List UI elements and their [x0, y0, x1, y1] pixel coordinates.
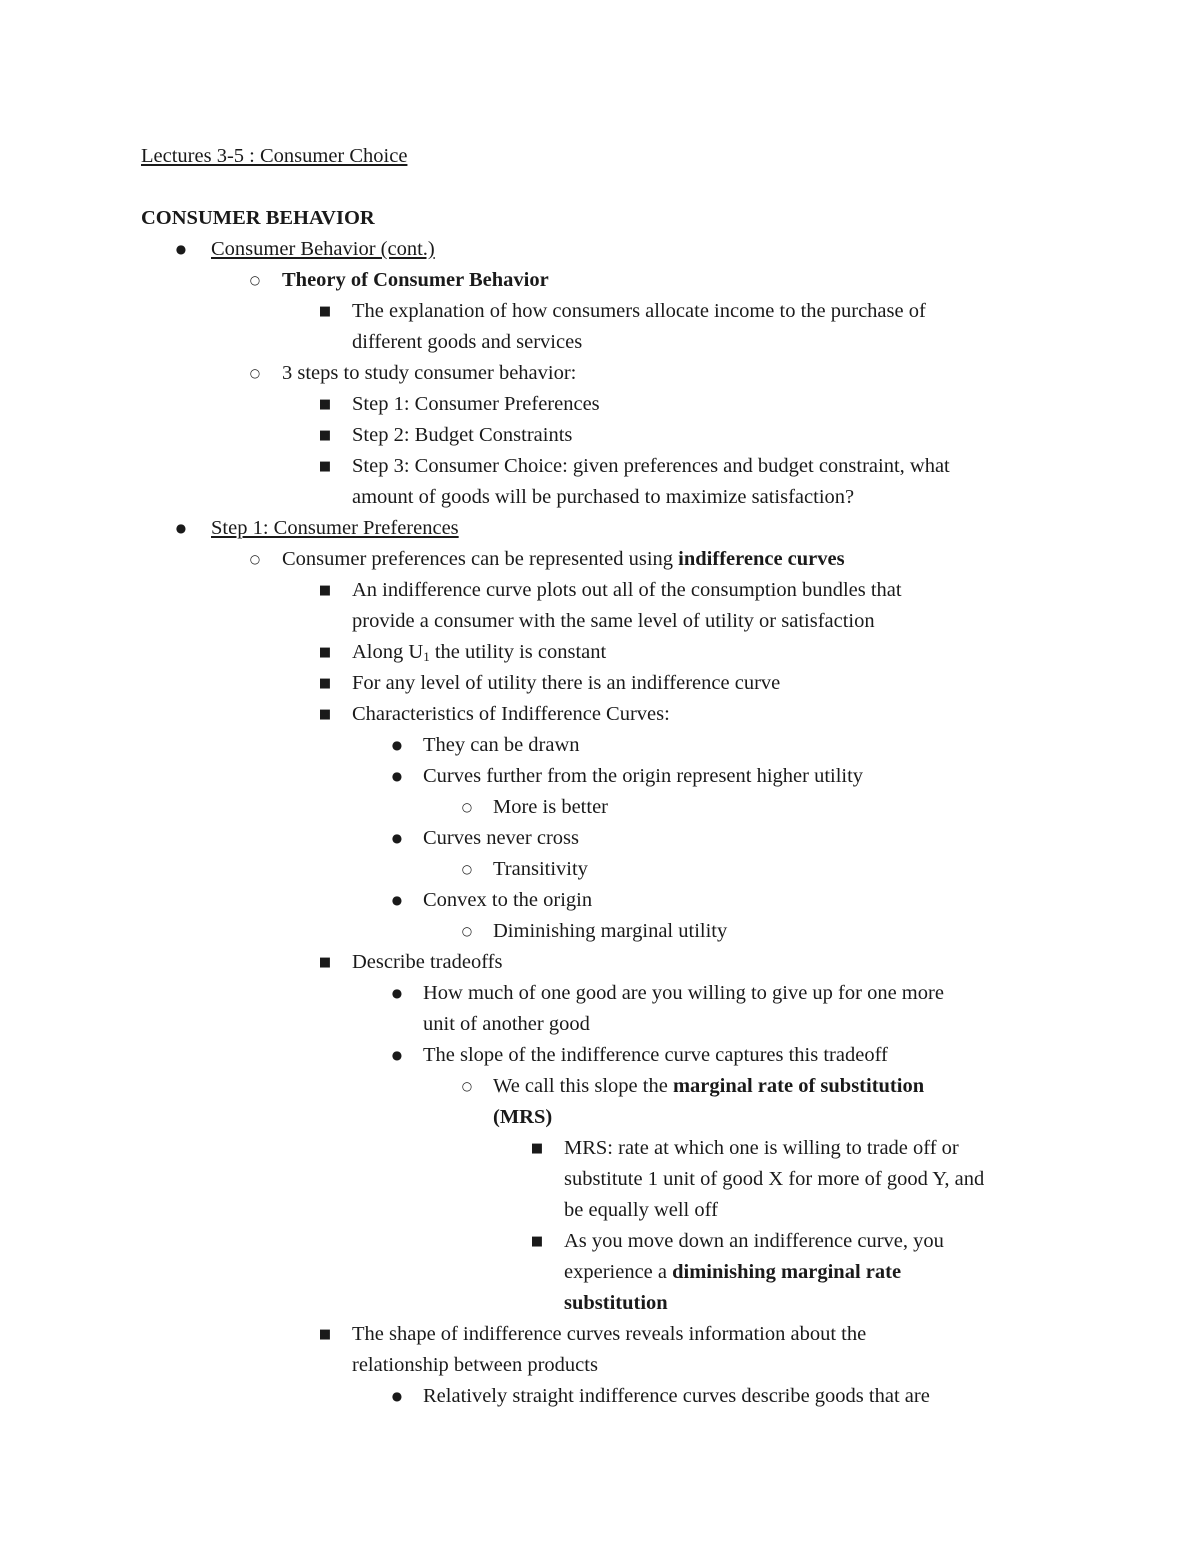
square-bullet-icon: ■ [318, 707, 332, 722]
outline-item [0, 296, 1200, 358]
text-run: Consumer Behavior (cont.) [211, 238, 435, 260]
outline-item-line [564, 1195, 1200, 1226]
disc-bullet-icon: ● [391, 1389, 403, 1403]
text-run: 3 steps to study consumer behavior: [282, 362, 577, 384]
outline-item-line [352, 575, 1200, 606]
outline-item-line [423, 1040, 1200, 1071]
square-bullet-icon: ■ [318, 645, 332, 660]
text-run: Step 2: Budget Constraints [352, 424, 573, 446]
square-bullet-icon: ■ [530, 1141, 544, 1156]
outline-item [0, 978, 1200, 1040]
text-run: The shape of indifference curves reveals information about the [352, 1323, 867, 1345]
text-run: be equally well off [564, 1199, 718, 1221]
outline-item [0, 668, 1200, 699]
text-run: They can be drawn [423, 734, 580, 756]
outline-item-line [352, 947, 1200, 978]
text-run: unit of another good [423, 1013, 590, 1035]
outline-item [0, 730, 1200, 761]
text-run: Transitivity [493, 858, 588, 880]
text-run: marginal rate of substitution [672, 1075, 925, 1097]
square-bullet-icon: ■ [318, 428, 332, 443]
section-heading-text: CONSUMER BEHAVIOR [141, 207, 375, 229]
outline-item-line [352, 296, 1200, 327]
outline-item-line [493, 1102, 1200, 1133]
disc-bullet-icon: ● [391, 893, 403, 907]
text-run: Convex to the origin [423, 889, 593, 911]
outline-item [0, 389, 1200, 420]
text-run: Step 3: Consumer Choice: given preferences and budget constraint, what [352, 455, 950, 477]
outline-item-line [423, 978, 1200, 1009]
circle-bullet-icon: ○ [249, 366, 261, 380]
text-run: MRS: rate at which one is willing to trade off or [564, 1137, 959, 1159]
text-run: Step 1: Consumer Preferences [211, 517, 459, 539]
outline-item-line [352, 327, 1200, 358]
outline-item [0, 358, 1200, 389]
text-run: The slope of the indifference curve captures this tradeoff [423, 1044, 888, 1066]
text-run: Diminishing marginal utility [493, 920, 728, 942]
text-run: Relatively straight indifference curves describe goods that are [423, 1385, 930, 1407]
outline-item-line [352, 606, 1200, 637]
outline-item-line [211, 234, 1200, 265]
outline-item-line [352, 699, 1200, 730]
outline-item-line [352, 482, 1200, 513]
text-run: amount of goods will be purchased to maximize satisfaction? [352, 486, 855, 508]
disc-bullet-icon: ● [175, 521, 187, 535]
outline-item [0, 916, 1200, 947]
outline-item-line [493, 792, 1200, 823]
outline-item-line [423, 1381, 1200, 1412]
outline-item-line [493, 854, 1200, 885]
outline-item-line [564, 1164, 1200, 1195]
outline-item-line [211, 513, 1200, 544]
disc-bullet-icon: ● [391, 1048, 403, 1062]
section-heading [141, 203, 375, 234]
circle-bullet-icon: ○ [461, 862, 473, 876]
text-run: substitute 1 unit of good X for more of good Y, and [564, 1168, 985, 1190]
square-bullet-icon: ■ [318, 459, 332, 474]
circle-bullet-icon: ○ [461, 924, 473, 938]
outline-item-line [423, 885, 1200, 916]
text-run: diminishing marginal rate [672, 1261, 902, 1283]
square-bullet-icon: ■ [318, 955, 332, 970]
outline-item-line [352, 389, 1200, 420]
outline-item-line [423, 761, 1200, 792]
text-run: The explanation of how consumers allocate income to the purchase of [352, 300, 926, 322]
text-run: Characteristics of Indifference Curves: [352, 703, 670, 725]
text-run: Describe tradeoffs [352, 951, 503, 973]
disc-bullet-icon: ● [175, 242, 187, 256]
disc-bullet-icon: ● [391, 831, 403, 845]
outline-item [0, 823, 1200, 854]
outline-item [0, 420, 1200, 451]
outline-list [0, 234, 1200, 1412]
text-run: Consumer preferences can be represented using [282, 548, 679, 570]
text-run: substitution [564, 1292, 668, 1314]
outline-item [0, 265, 1200, 296]
outline-item [0, 1071, 1200, 1133]
square-bullet-icon: ■ [318, 1327, 332, 1342]
outline-item-line [493, 1071, 1200, 1102]
outline-item-line [564, 1133, 1200, 1164]
square-bullet-icon: ■ [318, 397, 332, 412]
text-run: indifference curves [678, 548, 845, 570]
outline-item-line [423, 823, 1200, 854]
text-run: the utility is constant [429, 641, 607, 663]
text-run: Step 1: Consumer Preferences [352, 393, 600, 415]
outline-item-line [282, 544, 1200, 575]
outline-item [0, 451, 1200, 513]
text-run: different goods and services [352, 331, 583, 353]
text-run: As you move down an indifference curve, you [564, 1230, 944, 1252]
circle-bullet-icon: ○ [249, 273, 261, 287]
outline-item [0, 1319, 1200, 1381]
outline-item-line [493, 916, 1200, 947]
outline-item [0, 1040, 1200, 1071]
disc-bullet-icon: ● [391, 738, 403, 752]
text-run: Curves further from the origin represent higher utility [423, 765, 864, 787]
outline-item-line [352, 668, 1200, 699]
outline-item [0, 885, 1200, 916]
outline-item-line [352, 637, 1200, 668]
outline-item [0, 575, 1200, 637]
outline-item [0, 1226, 1200, 1319]
outline-item [0, 544, 1200, 575]
text-run: How much of one good are you willing to give up for one more [423, 982, 944, 1004]
document-title: Lectures 3-5 : Consumer Choice [141, 145, 408, 167]
outline-item [0, 947, 1200, 978]
text-run: An indifference curve plots out all of the consumption bundles that [352, 579, 902, 601]
outline-item-line [352, 451, 1200, 482]
text-run: More is better [493, 796, 608, 818]
outline-item-line [352, 420, 1200, 451]
disc-bullet-icon: ● [391, 986, 403, 1000]
outline-item [0, 1133, 1200, 1226]
text-run: provide a consumer with the same level of utility or satisfaction [352, 610, 875, 632]
outline-item [0, 1381, 1200, 1412]
outline-item [0, 699, 1200, 730]
outline-item [0, 854, 1200, 885]
text-run: For any level of utility there is an indifference curve [352, 672, 781, 694]
outline-item-line [352, 1350, 1200, 1381]
circle-bullet-icon: ○ [461, 1079, 473, 1093]
outline-item [0, 234, 1200, 265]
text-run: 1 [423, 649, 430, 664]
text-run: We call this slope the [493, 1075, 673, 1097]
outline-item-line [423, 730, 1200, 761]
square-bullet-icon: ■ [318, 304, 332, 319]
outline-item-line [564, 1226, 1200, 1257]
outline-item [0, 637, 1200, 668]
text-run: Along U [352, 641, 424, 663]
text-run: (MRS) [493, 1106, 553, 1128]
text-run: experience a [564, 1261, 673, 1283]
circle-bullet-icon: ○ [461, 800, 473, 814]
outline-item-line [564, 1288, 1200, 1319]
square-bullet-icon: ■ [530, 1234, 544, 1249]
outline-item-line [564, 1257, 1200, 1288]
outline-item-line [282, 265, 1200, 296]
disc-bullet-icon: ● [391, 769, 403, 783]
circle-bullet-icon: ○ [249, 552, 261, 566]
text-run: relationship between products [352, 1354, 598, 1376]
outline-item [0, 513, 1200, 544]
text-run: Curves never cross [423, 827, 579, 849]
text-run: Theory of Consumer Behavior [282, 269, 549, 291]
outline-item [0, 761, 1200, 792]
outline-item-line [423, 1009, 1200, 1040]
square-bullet-icon: ■ [318, 583, 332, 598]
outline-item-line [282, 358, 1200, 389]
outline-item [0, 792, 1200, 823]
square-bullet-icon: ■ [318, 676, 332, 691]
outline-item-line [352, 1319, 1200, 1350]
